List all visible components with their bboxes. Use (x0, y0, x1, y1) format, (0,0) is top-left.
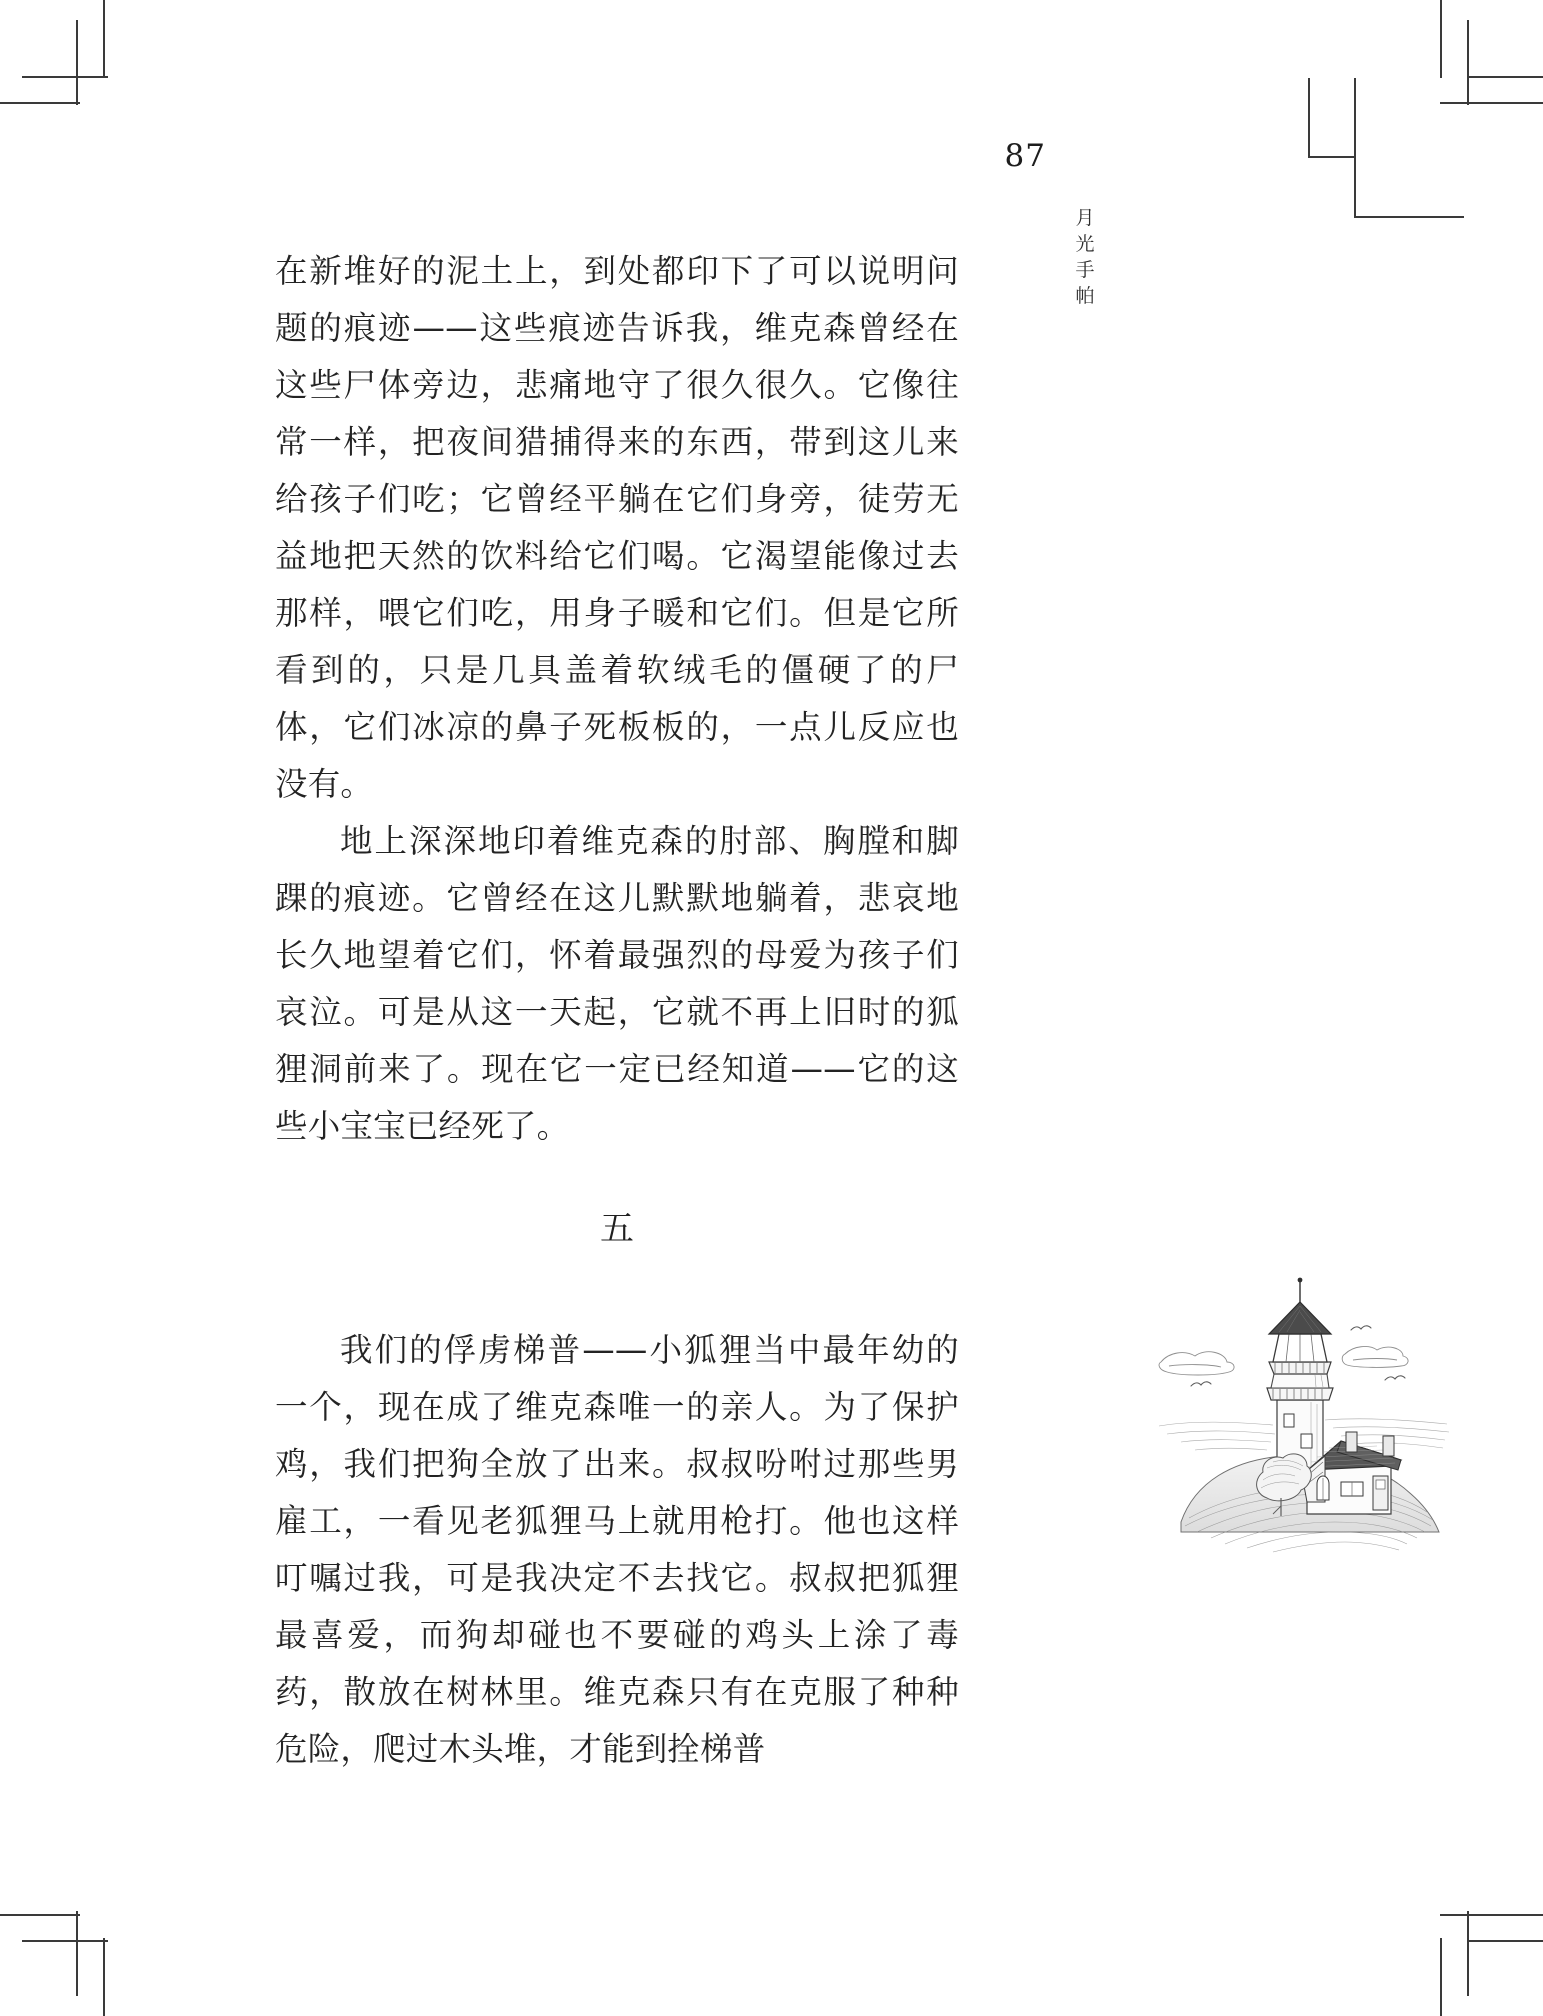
lantern-glazing-bars (1286, 1334, 1314, 1362)
sea-hatching (1159, 1419, 1449, 1450)
tower-shading (1311, 1402, 1317, 1474)
crop-mark-line (1354, 78, 1356, 218)
crop-mark-line (103, 0, 105, 78)
cottage-window (1341, 1482, 1363, 1496)
crop-mark-line (76, 1911, 78, 1996)
cottage-chimney (1383, 1436, 1394, 1456)
lighthouse-sketch-svg (1155, 1270, 1455, 1560)
bird (1351, 1326, 1371, 1330)
lighthouse-gallery-upper (1269, 1362, 1331, 1374)
crop-mark-line (1440, 1938, 1442, 2016)
paragraph: 我们的俘虏梯普——小狐狸当中最年幼的一个，现在成了维克森唯一的亲人。为了保护鸡，我们把狗全放了出来。叔叔吩咐过那些男雇工，一看见老狐狸马上就用枪打。他也这样叮嘱过我，可是我决定不去找它。叔叔把狐狸最喜爱，而狗却碰也不要碰的鸡头上涂了毒药，散放在树林里。维克森只有在克服了种种危险，爬过木头堆，才能到拴梯普 (275, 1331, 959, 1768)
bird (1191, 1382, 1211, 1386)
gallery-balusters (1275, 1363, 1324, 1373)
cloud (1159, 1352, 1234, 1375)
midsection-shading (1315, 1375, 1323, 1387)
body-text-column (275, 243, 959, 1155)
crop-mark-line (1308, 156, 1356, 158)
running-head-char: 帕 (1075, 285, 1095, 307)
cottage-roof-slope (1337, 1441, 1401, 1470)
tower-window (1301, 1434, 1312, 1448)
cottage-body (1307, 1450, 1391, 1514)
crop-mark-line (1440, 0, 1442, 78)
gable-trim (1307, 1462, 1323, 1484)
crop-mark-line (22, 76, 108, 78)
door-window (1376, 1480, 1385, 1489)
crop-mark-line (76, 20, 78, 105)
crop-mark-line (0, 1914, 80, 1916)
crop-mark-bottom-right (1423, 1906, 1543, 2016)
tower-window (1284, 1414, 1294, 1427)
crop-mark-bottom-left (0, 1906, 120, 2016)
running-head-char: 手 (1075, 259, 1095, 281)
cottage-window-arched (1317, 1476, 1329, 1500)
cottage-gable (1302, 1456, 1325, 1502)
crop-mark-line (1467, 1940, 1543, 1942)
crop-mark-line (1440, 1914, 1543, 1916)
crop-mark-line (22, 1940, 108, 1942)
paragraph: 地上深深地印着维克森的肘部、胸膛和脚踝的痕迹。它曾经在这儿默默地躺着，悲哀地长久地望着它们，怀着最强烈的母爱为孩子们哀泣。可是从这一天起，它就不再上旧时的狐狸洞前来了。现在它一定已经知道——它的这些小宝宝已经死了。 (275, 822, 959, 1145)
lantern-roof (1269, 1302, 1331, 1334)
cloud (1342, 1347, 1408, 1368)
roof-hatching (1279, 1306, 1321, 1332)
crop-mark-line (103, 1938, 105, 2016)
lighthouse-midsection (1271, 1374, 1329, 1388)
crop-mark-line (1308, 78, 1310, 158)
cottage-roof (1302, 1441, 1401, 1475)
lighthouse-sketch-illustration (1155, 1270, 1455, 1560)
crop-mark-line (1467, 1911, 1469, 1996)
cottage-chimney (1346, 1432, 1357, 1452)
crop-mark-line (0, 102, 80, 104)
running-head-char: 光 (1075, 233, 1095, 255)
paragraph: 在新堆好的泥土上，到处都印下了可以说明问题的痕迹——这些痕迹告诉我，维克森曾经在这些尸体旁边，悲痛地守了很久很久。它像往常一样，把夜间猎捕得来的东西，带到这儿来给孩子们吃；它曾经平躺在它们身旁，徒劳无益地把天然的饮料给它们喝。它渴望能像过去那样，喂它们吃，用身子暖和它们。但是它所看到的，只是几具盖着软绒毛的僵硬了的尸体，它们冰凉的鼻子死板板的，一点儿反应也没有。 (275, 252, 959, 803)
crop-mark-line (1354, 216, 1464, 218)
lighthouse-gallery-lower (1267, 1388, 1333, 1400)
gallery-balusters (1273, 1389, 1322, 1399)
finial-ball (1298, 1278, 1303, 1283)
crop-mark-top-left (0, 0, 120, 110)
bush (1257, 1454, 1312, 1516)
lantern-room (1273, 1334, 1327, 1362)
mound-hatching (1185, 1486, 1433, 1552)
crop-mark-page-number-bracket (1290, 70, 1480, 230)
page-number: 87 (1004, 138, 1046, 174)
bird (1385, 1376, 1405, 1380)
section-heading: 五 (600, 1209, 634, 1249)
body-text-column-continued (275, 1322, 959, 1778)
roof-shingle-lines (1307, 1446, 1395, 1467)
island-mound (1181, 1455, 1439, 1532)
running-head-char: 月 (1075, 207, 1095, 229)
cottage-door (1373, 1476, 1388, 1510)
running-head (1072, 205, 1098, 309)
lighthouse-tower (1277, 1400, 1323, 1476)
